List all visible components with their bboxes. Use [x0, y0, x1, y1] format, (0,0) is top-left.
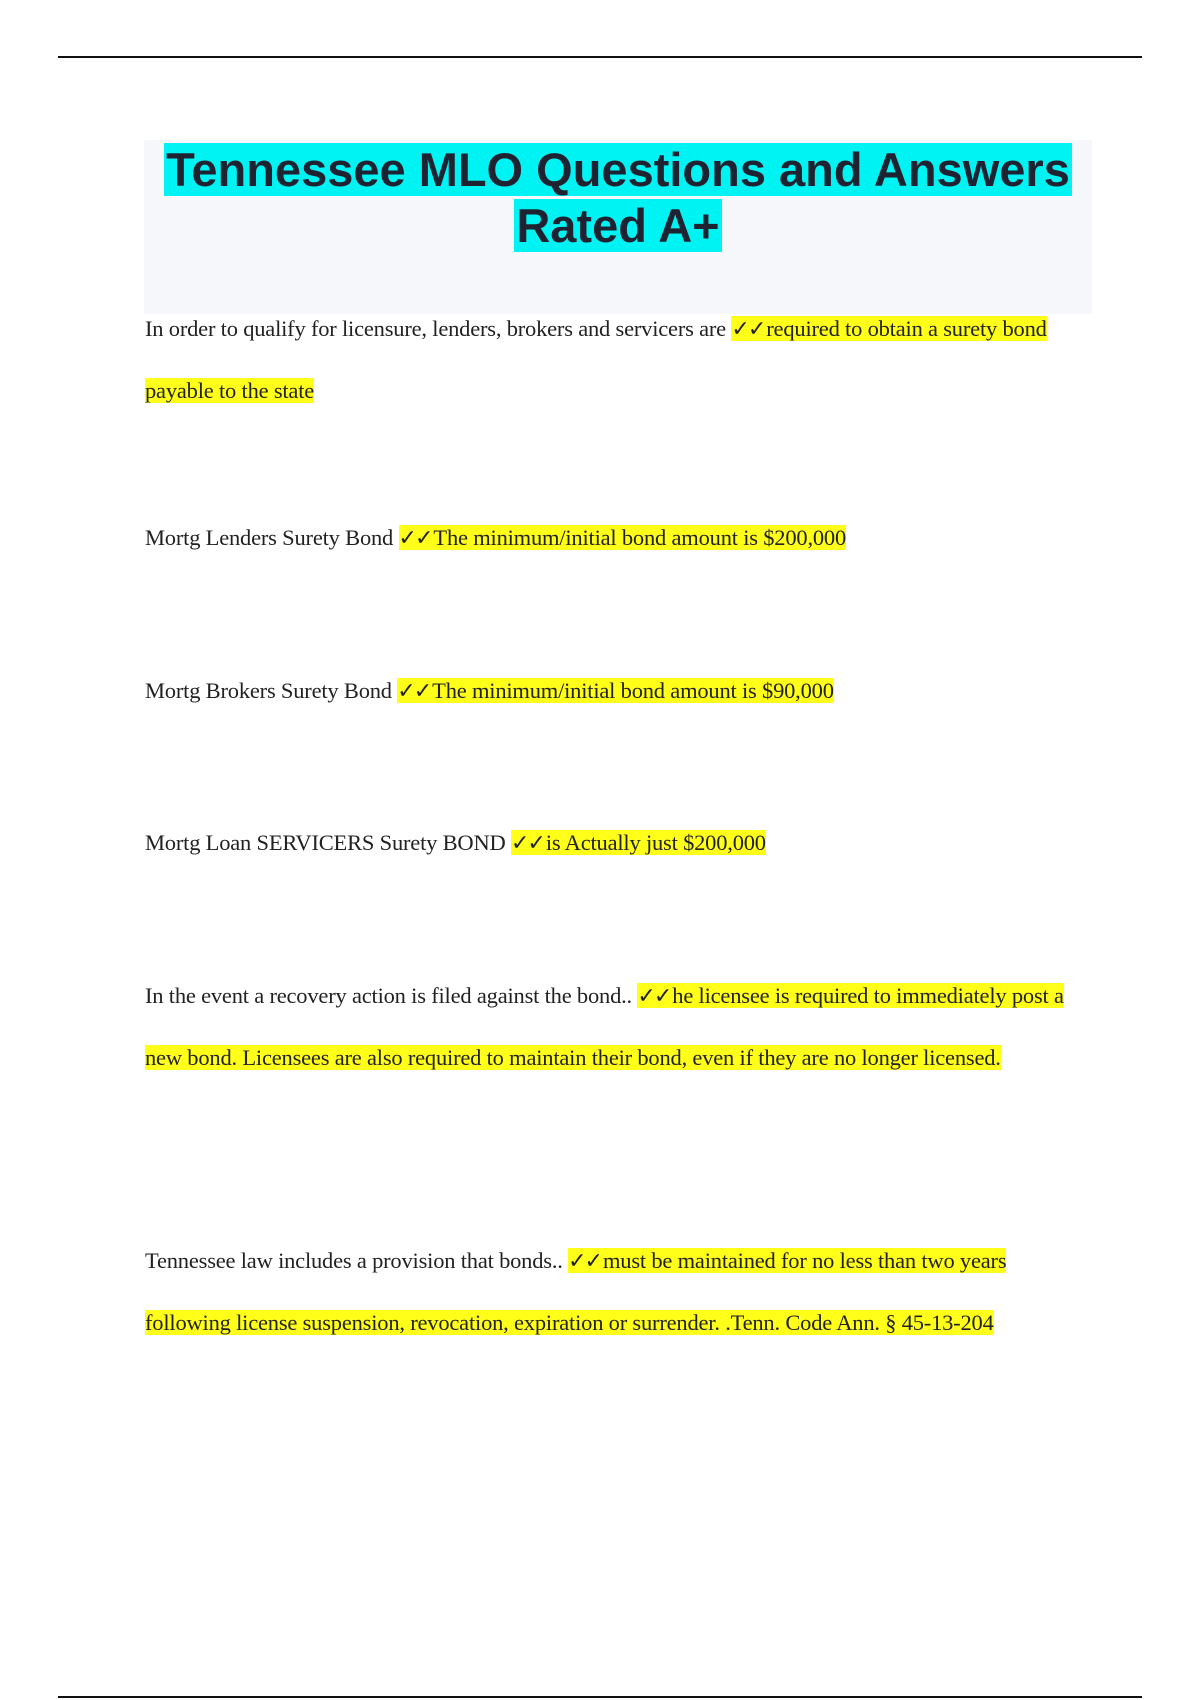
double-check-icon: ✓✓ [398, 526, 432, 551]
question-text: Tennessee law includes a provision that bonds.. [145, 1248, 569, 1273]
double-check-icon: ✓✓ [397, 679, 431, 704]
qa-item [145, 965, 1093, 1088]
question-text: Mortg Loan SERVICERS Surety BOND [145, 830, 511, 855]
question-text: In the event a recovery action is filed against the bond.. [145, 983, 638, 1008]
qa-item [145, 507, 1093, 569]
answer-highlight [399, 525, 847, 550]
qa-item [145, 812, 1093, 874]
double-check-icon: ✓✓ [637, 984, 671, 1009]
qa-item [145, 298, 1093, 421]
answer-text: is Actually just $200,000 [545, 830, 766, 855]
answer-text: The minimum/initial bond amount is $200,000 [433, 525, 847, 550]
answer-text: The minimum/initial bond amount is $90,000 [432, 678, 834, 703]
question-text: Mortg Brokers Surety Bond [145, 678, 398, 703]
qa-item [145, 1230, 1093, 1353]
document-title: Tennessee MLO Questions and Answers Rated A+ [166, 143, 1070, 252]
double-check-icon: ✓✓ [731, 317, 765, 342]
question-text: In order to qualify for licensure, lenders, brokers and servicers are [145, 316, 732, 341]
answer-highlight [511, 830, 766, 855]
question-text: Mortg Lenders Surety Bond [145, 525, 399, 550]
bottom-divider [58, 1696, 1142, 1698]
double-check-icon: ✓✓ [568, 1249, 601, 1274]
answer-text: he licensee is required to immediately post a new bond. Licensees are also required to maintain their bond, even if they are no longer licensed. [145, 983, 1064, 1070]
top-divider [58, 56, 1142, 58]
qa-item [145, 660, 1093, 722]
answer-highlight [397, 678, 833, 703]
answer-text: required to obtain a surety bond payable to the state [145, 316, 1047, 403]
double-check-icon: ✓✓ [510, 831, 544, 856]
answer-text: must be maintained for no less than two years following license suspension, revocation, expiration or surrender. .Tenn. Code Ann. § 45-13-204 [145, 1248, 1007, 1335]
